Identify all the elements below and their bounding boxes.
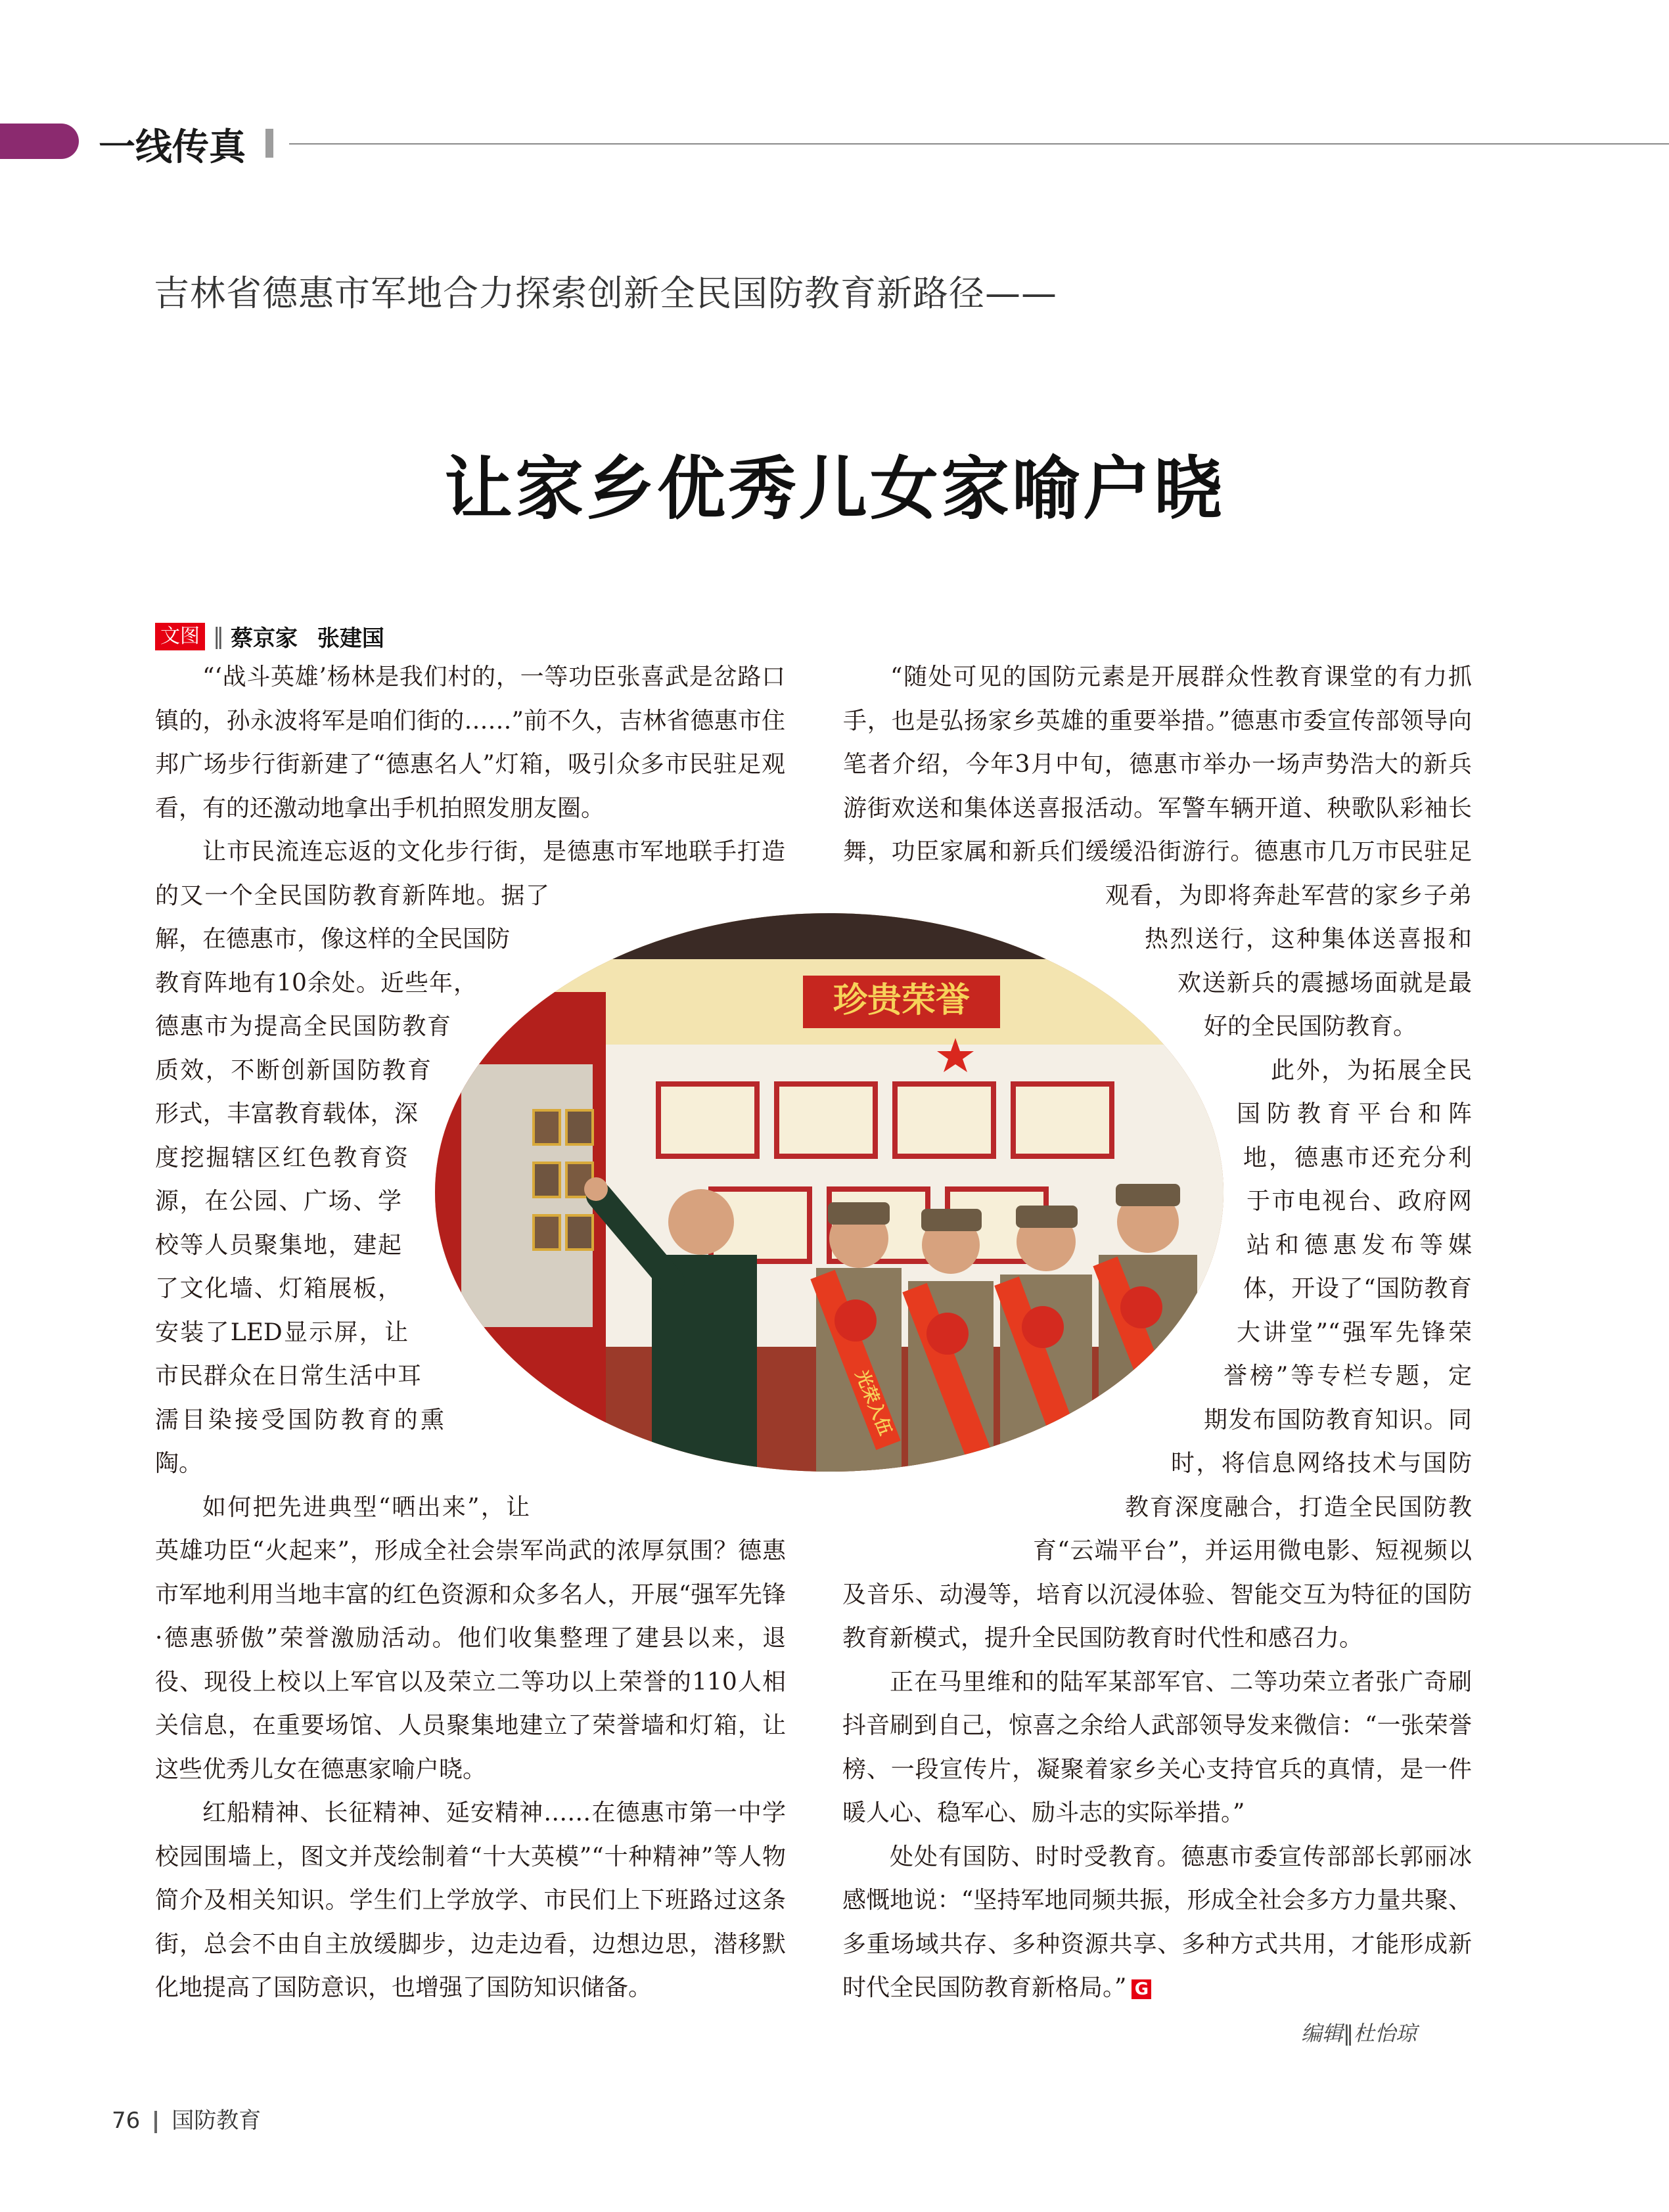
byline-label: 文图: [155, 623, 205, 650]
right-paragraph-2: 此外，为拓展全民国防教育平台和阵地，德惠市还充分利于市电视台、政府网站和德惠发布等媒体，开设了“国防教育大讲堂”“强军先锋荣誉榜”等专栏专题，定期发布国防教育知识。同时，将信息网络技术与国防教育深度融合，打造全民国防教育“云端平台”，并运用微电影、短视频以及音乐、动漫等，培育以沉浸体验、智能交互为特征的国防教育新模式，提升全民国防教育时代性和感召力。: [842, 1056, 1472, 1652]
article-photo: [435, 913, 1223, 1472]
header-rule: [289, 143, 1669, 145]
magazine-name: 国防教育: [171, 2108, 262, 2134]
photo-banner-text: 珍贵荣誉: [833, 981, 971, 1020]
right-paragraph-4-text: 处处有国防、时时受教育。德惠市委宣传部部长郭丽冰感慨地说：“坚持军地同频共振，形成全社会多方力量共聚、多重场域共存、多种资源共享、多种方式共用，才能形成新时代全民国防教育新格局。”: [842, 1843, 1472, 2001]
editor-credit: 编辑‖杜怡琼: [1301, 2021, 1417, 2046]
right-paragraph-3: 正在马里维和的陆军某部军官、二等功荣立者张广奇刷抖音刷到自己，惊喜之余给人武部领导发来微信：“一张荣誉榜、一段宣传片，凝聚着家乡关心支持官兵的真情，是一件暖人心、稳军心、励斗志的实际举措。”: [842, 1668, 1472, 1826]
article-subtitle: 吉林省德惠市军地合力探索创新全民国防教育新路径——: [154, 273, 1057, 314]
photo-sash-text: 光荣入伍: [851, 1367, 896, 1439]
end-mark-icon: G: [1132, 1979, 1151, 1999]
section-bar: [0, 124, 79, 159]
byline-authors: 蔡京家 张建国: [231, 625, 384, 652]
section-pipe: [265, 129, 273, 158]
section-title: 一线传真: [99, 126, 246, 169]
byline-separator: ‖: [213, 623, 224, 650]
right-paragraph-4: [842, 1836, 1472, 2010]
left-paragraph-4: 红船精神、长征精神、延安精神……在德惠市第一中学校园围墙上，图文并茂绘制着“十大英模”“十种精神”等人物简介及相关知识。学生们上学放学、市民们上下班路过这条街，总会不由自主放缓脚步，边走边看，边想边思，潜移默化地提高了国防意识，也增强了国防知识储备。: [155, 1799, 786, 2001]
footer-separator: [154, 2111, 157, 2133]
left-paragraph-3: 如何把先进典型“晒出来”，让英雄功臣“火起来”，形成全社会崇军尚武的浓厚氛围？德惠市军地利用当地丰富的红色资源和众多名人，开展“强军先锋·德惠骄傲”荣誉激励活动。他们收集整理了建县以来，退役、现役上校以上军官以及荣立二等功以上荣誉的110人相关信息，在重要场馆、人员聚集地建立了荣誉墙和灯箱，让这些优秀儿女在德惠家喻户晓。: [155, 1493, 786, 1783]
left-paragraph-2: 让市民流连忘返的文化步行街，是德惠市军地联手打造的又一个全民国防教育新阵地。据了解，在德惠市，像这样的全民国防教育阵地有10余处。近些年，德惠市为提高全民国防教育质效，不断创新国防教育形式，丰富教育载体，深度挖掘辖区红色教育资源，在公园、广场、学校等人员聚集地，建起了文化墙、灯箱展板，安装了LED显示屏，让市民群众在日常生活中耳濡目染接受国防教育的熏陶。: [155, 838, 785, 1477]
article-title: 让家乡优秀儿女家喻户晓: [444, 449, 1225, 529]
right-paragraph-1: “随处可见的国防元素是开展群众性教育课堂的有力抓手，也是弘扬家乡英雄的重要举措。”德惠市委宣传部领导向笔者介绍，今年3月中旬，德惠市举办一场声势浩大的新兵游街欢送和集体送喜报活动。军警车辆开道、秧歌队彩袖长舞，功臣家属和新兵们缓缓沿街游行。德惠市几万市民驻足观看，为即将奔赴军营的家乡子弟热烈送行，这种集体送喜报和欢送新兵的震撼场面就是最好的全民国防教育。: [843, 664, 1472, 1040]
page-number: 76: [112, 2108, 141, 2134]
page-footer: [112, 2102, 261, 2134]
byline: [155, 620, 384, 652]
left-paragraph-1: “‘战斗英雄’杨林是我们村的，一等功臣张喜武是岔路口镇的，孙永波将军是咱们街的……”前不久，吉林省德惠市住邦广场步行街新建了“德惠名人”灯箱，吸引众多市民驻足观看，有的还激动地拿出手机拍照发朋友圈。: [155, 664, 785, 822]
